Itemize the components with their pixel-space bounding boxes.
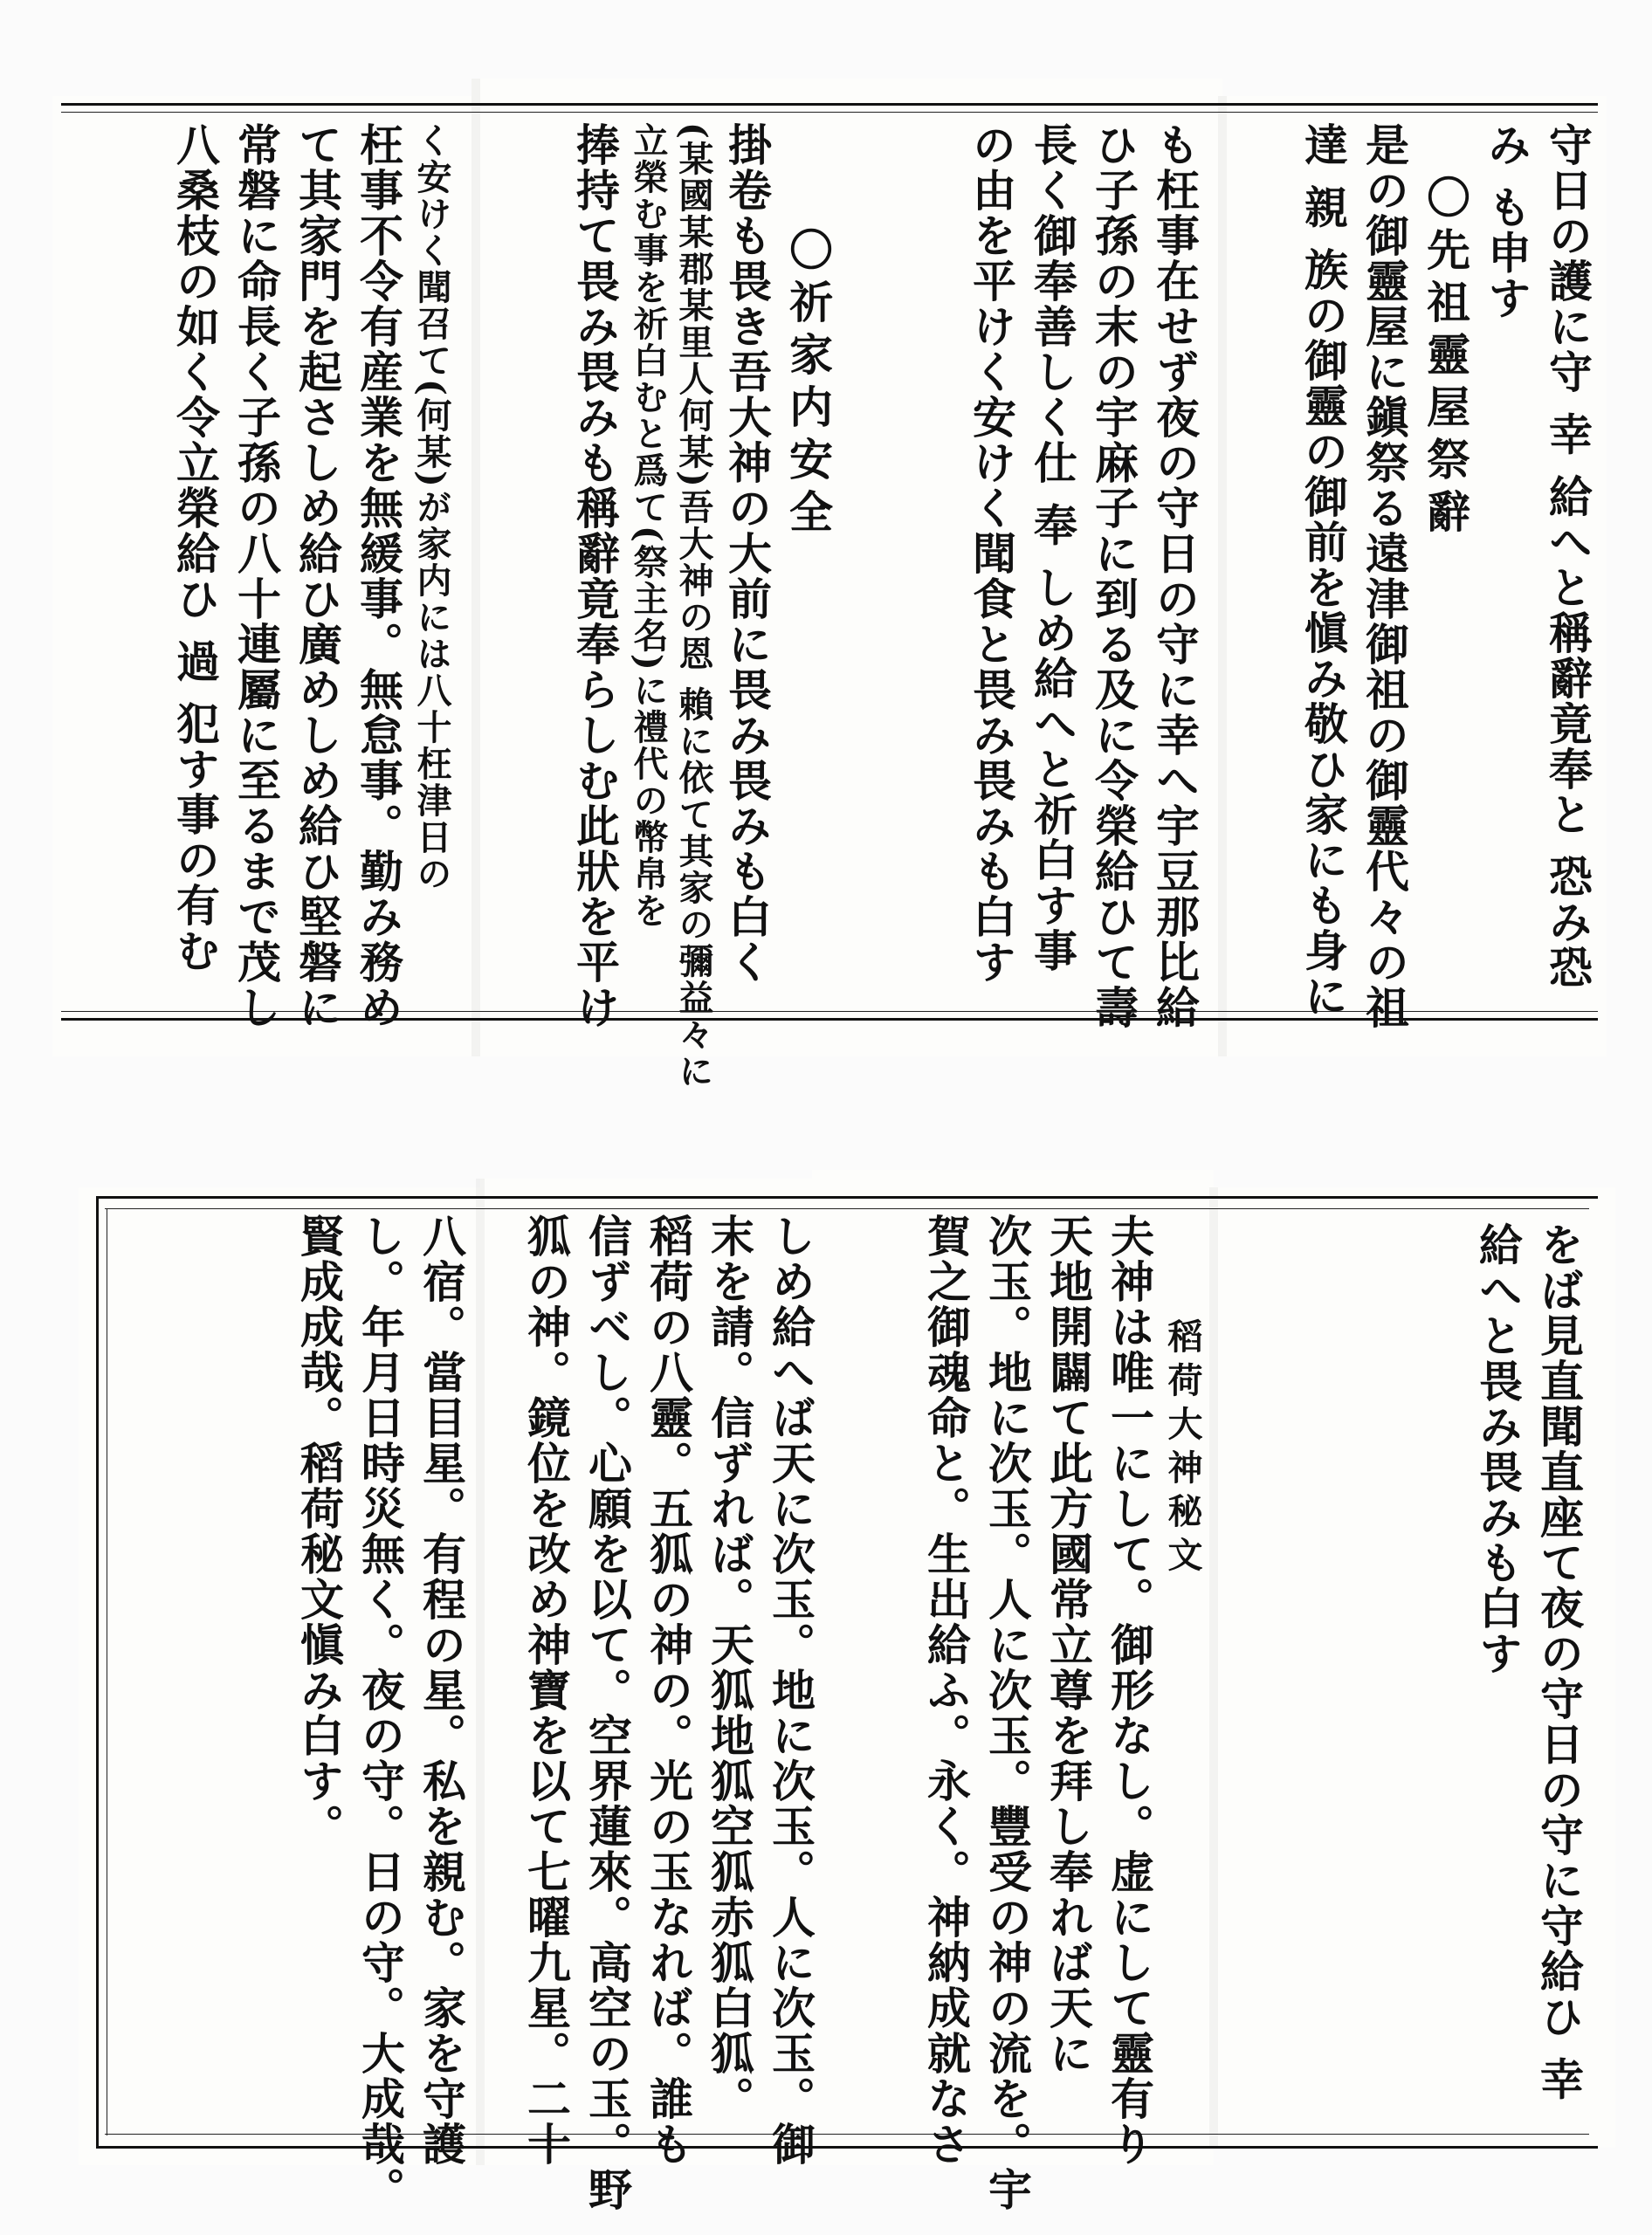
text-line: をば見直聞直座て夜の守日の守に守給ひ 幸 xyxy=(1533,1222,1585,2102)
bottom-frame-top-thin xyxy=(105,1208,1589,1209)
text-line: 夫神は唯一にして。御形なし。虚にして靈有り xyxy=(1104,1214,1155,2167)
bottom-frame-bottom xyxy=(96,2146,1598,2149)
text-line: の由を平けく安けく聞食と畏み畏みも白す xyxy=(966,122,1017,985)
text-line: 長く御奉善しく仕 奉 しめ給へと祈白す事 xyxy=(1027,122,1078,973)
bottom-fold-shadow xyxy=(476,1179,485,2165)
text-line: 枉事不令有産業を無緩事。無怠事。勤み務め xyxy=(353,122,404,1030)
bottom-frame-top xyxy=(96,1196,1598,1199)
top-panel-left-text xyxy=(79,122,454,1030)
text-line: て其家門を起さしめ給ひ廣めしめ給ひ堅磐に xyxy=(292,122,343,1030)
text-line: 給へと畏み畏みも白す xyxy=(1472,1222,1524,1676)
bottom-panel-right-text xyxy=(1362,1222,1589,2102)
section-heading: 〇先祖靈屋祭辭 xyxy=(1420,175,1471,541)
bottom-photo xyxy=(0,1118,1652,2235)
top-fold-shadow xyxy=(1218,96,1227,1056)
text-line: 捧持て畏み畏みも稱辭竟奉らしむ此狀を平け xyxy=(569,122,621,1030)
text-line: 狐の神。鏡位を改め神寶を以て七曜九星。二十 xyxy=(520,1214,572,2167)
bottom-panel-left-text xyxy=(262,1214,472,2212)
text-line: も枉事在せず夜の守日の守に幸へ宇豆那比給 xyxy=(1149,122,1201,1030)
text-line: 次玉。地に次玉。人に次玉。豐受の神の流を。宇 xyxy=(981,1214,1033,2212)
text-line: 立榮む事を祈白むと爲て(祭主名)に禮代の幣帛を xyxy=(628,122,669,929)
top-panel-center-left-text xyxy=(489,122,838,1090)
top-panel-center-right-text xyxy=(891,122,1205,1030)
text-line: 八宿。當目星。有程の星。私を親む。家を守護 xyxy=(416,1214,467,2167)
text-line: 天地開闢て此方國常立尊を拜し奉れば天に xyxy=(1043,1214,1094,2076)
text-line: しめ給へば天に次玉。地に次玉。人に次玉。御 xyxy=(765,1214,816,2167)
text-line: み も申す xyxy=(1481,122,1532,321)
text-line: く安けく聞召て(何某)が家内には八十枉津日の xyxy=(411,122,452,892)
top-border-rule xyxy=(61,103,1598,106)
top-panel-right-text xyxy=(1231,122,1598,1030)
bottom-frame-left xyxy=(96,1196,99,2148)
text-line: 是の御靈屋に鎭祭る遠津御祖の御靈代々の祖 xyxy=(1359,122,1410,1030)
bottom-frame-bottom-thin xyxy=(105,2134,1589,2135)
text-line: 達 親 族の御靈の御前を愼み敬ひ家にも身に xyxy=(1298,122,1349,1019)
section-heading: 〇祈家内安全 xyxy=(782,227,834,541)
bottom-panel-center-left-text xyxy=(498,1214,821,2212)
text-line: 賢成成哉。稻荷秘文愼み白す。 xyxy=(293,1214,345,1849)
top-border-rule-thin xyxy=(61,112,1598,113)
text-line: 賀之御魂命と。生出給ふ。永く。神納成就なさ xyxy=(920,1214,972,2167)
bottom-panel-center-right-text xyxy=(838,1214,1205,2212)
text-line: ひ子孫の末の宇麻子に到る及に令榮給ひて壽 xyxy=(1088,122,1139,1030)
text-line: 信ずべし。心願を以て。空界蓮來。高空の玉。野 xyxy=(582,1214,633,2212)
top-fold-shadow xyxy=(472,79,480,1056)
text-line: 常磐に命長く子孫の八十連屬に至るまで茂し xyxy=(231,122,282,1030)
section-heading: 稻荷大神秘文 xyxy=(1162,1318,1203,1580)
text-line: (某國某郡某里人何某)吾大神の恩 賴に依て其家の彌益々に xyxy=(673,122,714,1090)
text-line: 掛卷も畏き吾大神の大前に畏み畏みも白く xyxy=(721,122,773,985)
text-line: 守日の護に守 幸 給へと稱辭竟奉と 恐み恐 xyxy=(1542,122,1593,991)
text-line: 八桑枝の如く令立榮給ひ 過 犯す事の有む xyxy=(169,122,221,973)
bottom-fold-shadow xyxy=(1209,1187,1218,2148)
text-line: し。年月日時災無く。夜の守。日の守。大成哉。 xyxy=(354,1214,406,2212)
text-line: 稻荷の八靈。五狐の神の。光の玉なれば。誰も xyxy=(643,1214,694,2167)
text-line: 末を請。信ずれば。天狐地狐空狐赤狐白狐。 xyxy=(704,1214,755,2122)
